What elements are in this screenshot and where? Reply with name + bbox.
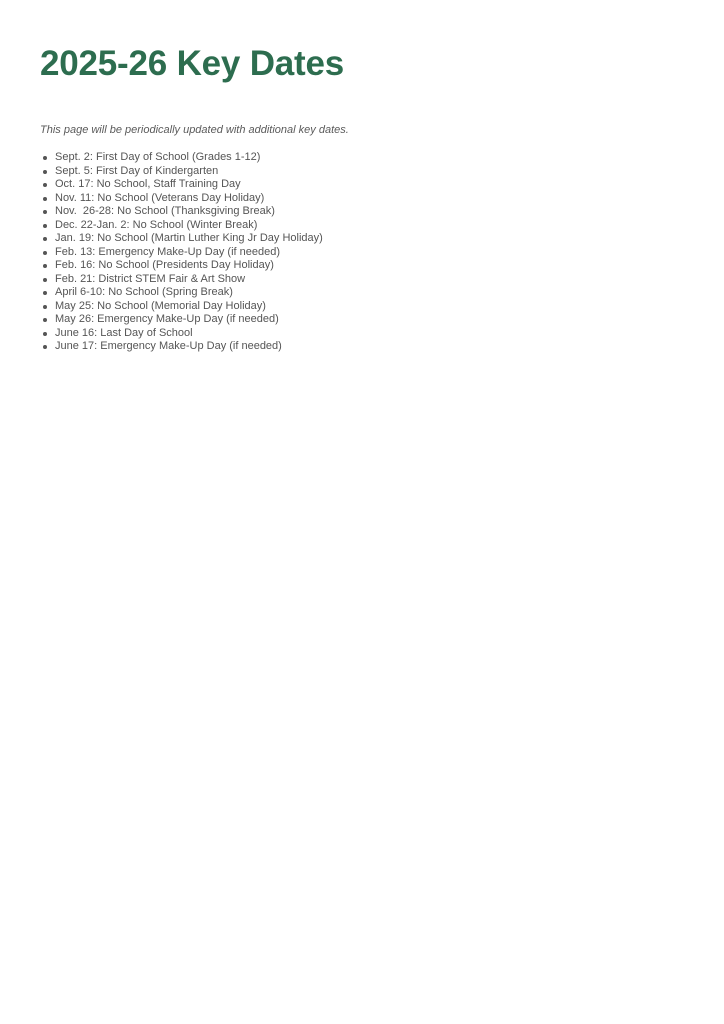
bullet-icon (43, 170, 47, 174)
list-item (40, 300, 323, 314)
bullet-icon (43, 156, 47, 160)
list-item (40, 165, 323, 179)
key-date-text: June 16: Last Day of School (55, 326, 193, 339)
key-date-text: Feb. 16: No School (Presidents Day Holiday) (55, 259, 274, 271)
key-date-text: Nov. 26-28: No School (Thanksgiving Break) (55, 205, 275, 217)
list-item (40, 219, 323, 233)
key-date-text: Sept. 2: First Day of School (Grades 1-12) (55, 151, 261, 163)
key-date-text: May 25: No School (Memorial Day Holiday) (55, 299, 266, 312)
list-item (40, 178, 323, 192)
list-item (40, 327, 323, 341)
key-date-text: May 26: Emergency Make-Up Day (if needed) (55, 313, 279, 325)
bullet-icon (43, 318, 47, 322)
page-title: 2025-26 Key Dates (40, 44, 345, 83)
key-date-text: Feb. 21: District STEM Fair & Art Show (55, 272, 246, 285)
list-item (40, 246, 323, 260)
list-item (40, 286, 323, 300)
bullet-icon (43, 345, 47, 349)
bullet-icon (43, 237, 47, 241)
key-date-text: Sept. 5: First Day of Kindergarten (55, 164, 219, 177)
list-item (40, 273, 323, 287)
key-date-text: Jan. 19: No School (Martin Luther King Jr Day Holiday) (55, 232, 323, 244)
key-date-text: June 17: Emergency Make-Up Day (if needed) (55, 340, 282, 352)
bullet-icon (43, 278, 47, 282)
bullet-icon (43, 197, 47, 201)
key-date-text: Feb. 13: Emergency Make-Up Day (if needed) (55, 245, 280, 258)
bullet-icon (43, 183, 47, 187)
list-item (40, 232, 323, 246)
bullet-icon (43, 210, 47, 214)
list-item (40, 192, 323, 206)
bullet-icon (43, 251, 47, 255)
list-item (40, 340, 323, 354)
key-date-text: Nov. 11: No School (Veterans Day Holiday) (55, 191, 265, 204)
list-item (40, 313, 323, 327)
key-dates-list (40, 151, 323, 354)
key-date-text: April 6-10: No School (Spring Break) (55, 286, 233, 298)
bullet-icon (43, 291, 47, 295)
update-note: This page will be periodically updated with additional key dates. (40, 124, 349, 136)
bullet-icon (43, 332, 47, 336)
key-date-text: Dec. 22-Jan. 2: No School (Winter Break) (55, 218, 258, 231)
bullet-icon (43, 264, 47, 268)
key-date-text: Oct. 17: No School, Staff Training Day (55, 178, 241, 190)
bullet-icon (43, 305, 47, 309)
bullet-icon (43, 224, 47, 228)
list-item (40, 151, 323, 165)
list-item (40, 259, 323, 273)
list-item (40, 205, 323, 219)
